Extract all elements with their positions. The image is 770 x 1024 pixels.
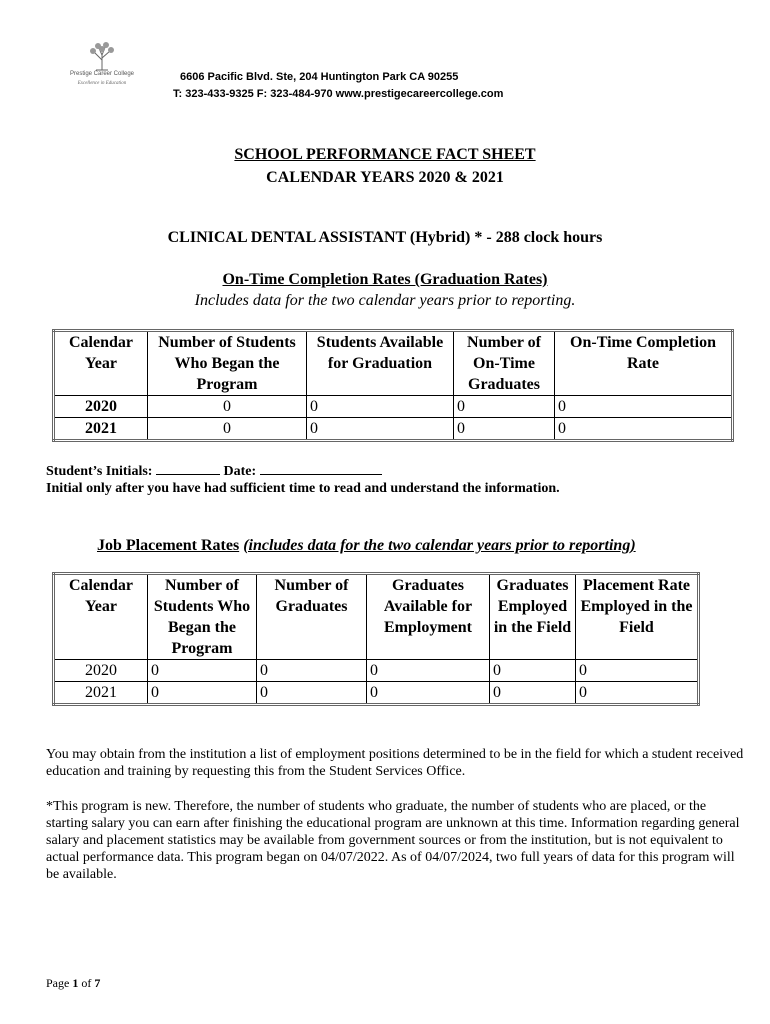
table-row xyxy=(54,418,733,441)
initials-instruction: Initial only after you have had sufficient time to read and understand the information. xyxy=(46,481,560,496)
year-cell: 2020 xyxy=(54,396,148,418)
table-cell: 0 xyxy=(454,396,555,418)
date-label: Date: xyxy=(223,464,257,479)
table-cell: 0 xyxy=(148,660,257,682)
completion-heading: On-Time Completion Rates (Graduation Rates) xyxy=(222,271,548,288)
table-cell: 0 xyxy=(257,682,367,705)
table-cell: 0 xyxy=(555,418,733,441)
column-header: Placement Rate Employed in the Field xyxy=(576,574,699,660)
fact-sheet-title: SCHOOL PERFORMANCE FACT SHEET xyxy=(234,146,536,163)
page-number xyxy=(46,976,100,991)
table-cell: 0 xyxy=(454,418,555,441)
table-cell: 0 xyxy=(148,682,257,705)
table-header-row xyxy=(54,331,733,396)
column-header: Number of Students Who Began the Program xyxy=(148,331,307,396)
new-program-paragraph: *This program is new. Therefore, the number of students who graduate, the number of students who are placed, or the starting salary you can earn after finishing the educational program are unknown at this time. Information regarding general salary and placement statistics may be available from government sources or from the institution, but is not equivalent to actual performance data. This program began on 04/07/2022. As of 04/07/2024, two full years of data for this program will be available. xyxy=(46,799,740,882)
table-header-row xyxy=(54,574,699,660)
page-word: Page xyxy=(46,976,70,990)
placement-heading-note: (includes data for the two calendar years prior to reporting) xyxy=(243,537,636,554)
table-cell: 0 xyxy=(490,660,576,682)
date-field[interactable] xyxy=(260,462,382,475)
column-header: On-Time Completion Rate xyxy=(555,331,733,396)
table-row xyxy=(54,660,699,682)
completion-table xyxy=(52,329,734,442)
placement-table xyxy=(52,572,700,706)
column-header: Number of On-Time Graduates xyxy=(454,331,555,396)
table-cell: 0 xyxy=(307,396,454,418)
placement-heading: Job Placement Rates xyxy=(97,537,240,554)
column-header: Calendar Year xyxy=(54,331,148,396)
column-header: Students Available for Graduation xyxy=(307,331,454,396)
of-word: of xyxy=(81,976,92,990)
table-row xyxy=(54,396,733,418)
page-total: 7 xyxy=(94,976,101,990)
table-cell: 0 xyxy=(576,682,699,705)
initials-field[interactable] xyxy=(156,462,220,475)
address-line: 6606 Pacific Blvd. Ste, 204 Huntington Park CA 90255 xyxy=(180,71,459,83)
employment-list-paragraph: You may obtain from the institution a list of employment positions determined to be in the field for which a student received education and training by requesting this from the Student Services Office. xyxy=(46,747,744,779)
program-title: CLINICAL DENTAL ASSISTANT (Hybrid) * - 288 clock hours xyxy=(167,229,603,246)
placement-heading-line xyxy=(97,537,636,555)
table-cell: 0 xyxy=(257,660,367,682)
calendar-years-title: CALENDAR YEARS 2020 & 2021 xyxy=(266,169,504,186)
table-row xyxy=(54,682,699,705)
table-cell: 0 xyxy=(490,682,576,705)
table-cell: 0 xyxy=(307,418,454,441)
logo-tagline: Excellence in Education xyxy=(77,81,127,86)
initials-line xyxy=(46,462,382,480)
table-cell: 0 xyxy=(555,396,733,418)
logo-name: Prestige Career College xyxy=(69,71,135,77)
completion-subheading: Includes data for the two calendar years prior to reporting. xyxy=(194,292,576,309)
tree-logo-icon xyxy=(62,40,142,72)
college-logo xyxy=(62,40,142,92)
year-cell: 2021 xyxy=(54,418,148,441)
contact-line: T: 323-433-9325 F: 323-484-970 www.prestigecareercollege.com xyxy=(173,88,504,100)
column-header: Graduates Available for Employment xyxy=(367,574,490,660)
initials-label: Student’s Initials: xyxy=(46,464,153,479)
year-cell: 2020 xyxy=(54,660,148,682)
table-cell: 0 xyxy=(148,418,307,441)
page-current: 1 xyxy=(72,976,79,990)
table-cell: 0 xyxy=(367,682,490,705)
column-header: Number of Graduates xyxy=(257,574,367,660)
year-cell: 2021 xyxy=(54,682,148,705)
column-header: Calendar Year xyxy=(54,574,148,660)
table-cell: 0 xyxy=(148,396,307,418)
table-cell: 0 xyxy=(367,660,490,682)
column-header: Graduates Employed in the Field xyxy=(490,574,576,660)
table-cell: 0 xyxy=(576,660,699,682)
column-header: Number of Students Who Began the Program xyxy=(148,574,257,660)
